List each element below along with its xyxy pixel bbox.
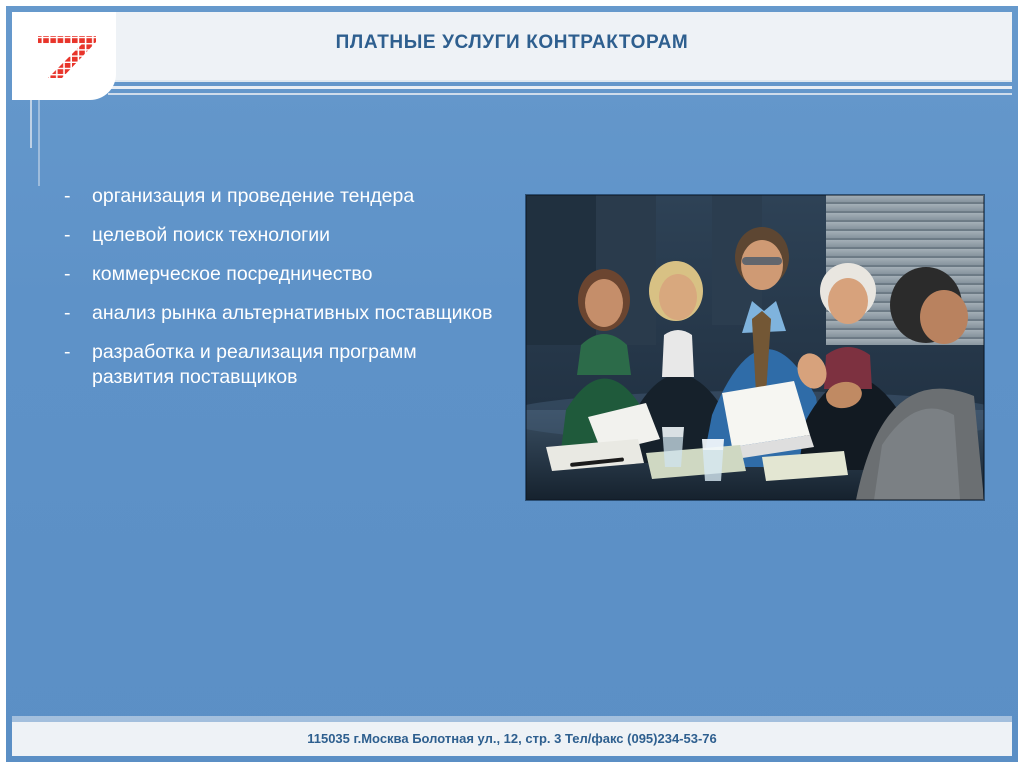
list-item-text: целевой поиск технологии [92,223,331,246]
bullet-marker: - [64,340,71,363]
footer-contact-text: 115035 г.Москва Болотная ул., 12, стр. 3 Тел/факс (095)234-53-76 [307,731,717,746]
slide-header [12,12,1012,80]
company-logo [36,32,98,80]
page-title: ПЛАТНЫЕ УСЛУГИ КОНТРАКТОРАМ [335,32,689,53]
list-item [64,223,494,248]
business-meeting-photo [525,194,985,501]
header-rules [12,80,1012,96]
list-item-text: разработка и реализация программ развития поставщиков [92,340,417,388]
bullet-marker: - [64,301,71,324]
list-item-text: анализ рынка альтернативных поставщиков [92,301,493,324]
header-rule-3 [108,93,1012,95]
list-item [64,301,494,326]
bullet-marker: - [64,185,71,207]
header-rule-2 [108,86,1012,89]
slide-footer [12,722,1012,756]
bullet-marker: - [64,262,71,285]
header-rule-1 [108,80,1012,82]
list-item [64,184,494,209]
bullet-marker: - [64,223,71,246]
list-item [64,340,494,390]
list-item-text: коммерческое посредничество [92,262,373,285]
left-accent-line-2 [38,86,40,186]
list-item-text: организация и проведение тендера [92,185,415,207]
list-item [64,262,494,287]
logo-plate [12,12,116,100]
bullet-list [64,184,494,404]
